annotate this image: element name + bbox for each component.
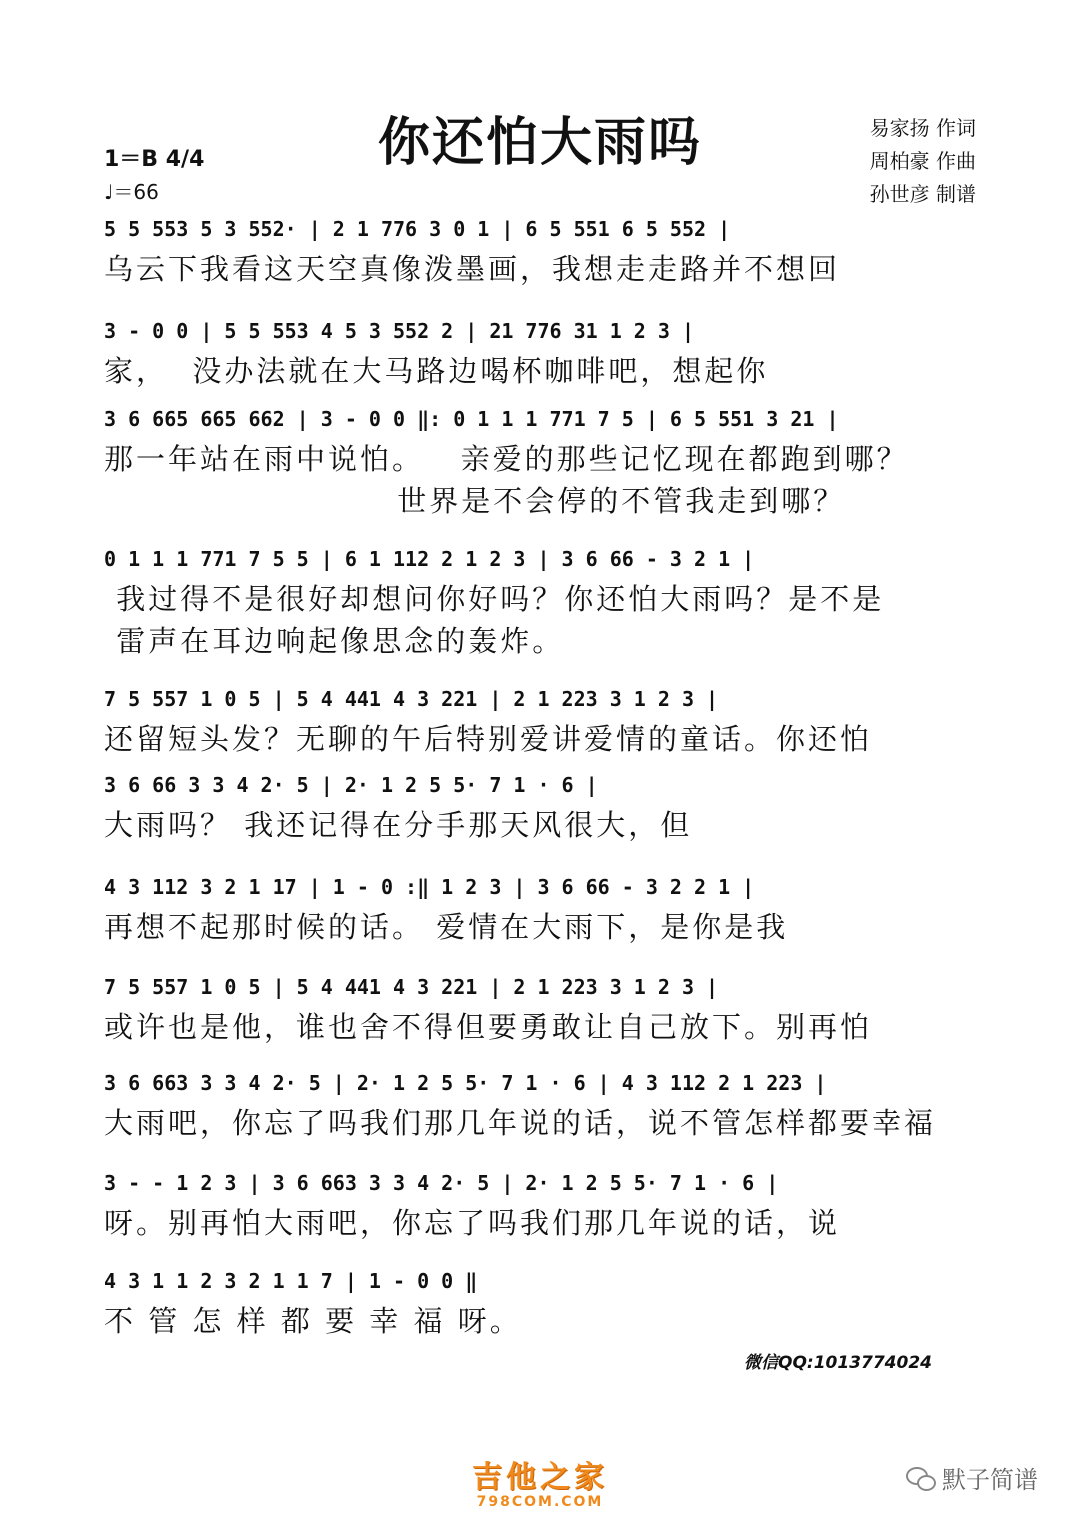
score-system-4 [104,540,978,662]
key-signature: 1＝B 4/4 [104,147,205,172]
score-system-9 [104,1064,978,1144]
lyric-line: 还留短头发？无聊的午后特别爱讲爱情的童话。你还怕 [104,722,873,756]
lyric-line: 或许也是他，谁也舍不得但要勇敢让自己放下。别再怕 [104,1010,873,1044]
notation-line: 4 3 1 1 2 3 2 1 1 7 | 1 - 0 0 ‖ [104,1269,478,1293]
credits [870,112,976,211]
lyric-line: 不 管 怎 样 都 要 幸 福 呀。 [104,1304,522,1338]
lyric-line-verse-2: 世界是不会停的不管我走到哪？ [104,484,846,518]
lyric-line: 再想不起那时候的话。 爱情在大雨下，是你是我 [104,910,789,944]
lyric-line: 家， 没办法就在大马路边喝杯咖啡吧，想起你 [104,354,769,388]
logo-main-text: 吉他之家 [472,1460,608,1495]
score-system-6 [104,766,978,846]
contact-text: 微信QQ:1013774024 [744,1353,932,1373]
tempo-marking: ♩＝66 [104,180,159,204]
score-system-2 [104,312,978,392]
score-system-3 [104,400,978,522]
notation-line: 3 - 0 0 | 5 5 553 4 5 3 552 2 | 21 776 31 1 2 3 | [104,319,695,343]
lyric-line: 那一年站在雨中说怕。 亲爱的那些记忆现在都跑到哪？ [104,442,909,476]
lyric-line: 我过得不是很好却想问你好吗？你还怕大雨吗？是不是 [104,582,885,616]
brand-name: 默子简谱 [942,1466,1038,1494]
brand-watermark [906,1460,1038,1495]
score-system-8 [104,968,978,1048]
notation-line: 3 - - 1 2 3 | 3 6 663 3 3 4 2· 5 | 2· 1 2 5 5· 7 1 · 6 | [104,1171,779,1195]
notation-line: 4 3 112 3 2 1 17 | 1 - 0 :‖ 1 2 3 | 3 6 66 - 3 2 2 1 | [104,875,755,899]
lyric-line-verse-2: 雷声在耳边响起像思念的轰炸。 [104,624,565,658]
notation-line: 5 5 553 5 3 552· | 2 1 776 3 0 1 | 6 5 551 6 5 552 | [104,217,731,241]
composer: 周柏豪 作曲 [869,149,976,173]
score-system-7 [104,868,978,948]
lyricist: 易家扬 作词 [869,116,976,140]
score-system-11 [104,1262,978,1342]
notation-line: 3 6 663 3 3 4 2· 5 | 2· 1 2 5 5· 7 1 · 6 | 4 3 112 2 1 223 | [104,1071,827,1095]
notation-line: 3 6 66 3 3 4 2· 5 | 2· 1 2 5 5· 7 1 · 6 | [104,773,598,797]
song-title: 你还怕大雨吗 [377,112,702,173]
notation-line: 7 5 557 1 0 5 | 5 4 441 4 3 221 | 2 1 223 3 1 2 3 | [104,687,719,711]
score-system-1 [104,210,978,290]
notation-line: 0 1 1 1 771 7 5 5 | 6 1 112 2 1 2 3 | 3 6 66 - 3 2 1 | [104,547,755,571]
site-logo [420,1452,660,1510]
lyric-line: 乌云下我看这天空真像泼墨画，我想走走路并不想回 [104,252,841,286]
arranger: 孙世彦 制谱 [869,182,976,206]
lyric-line: 大雨吗？ 我还记得在分手那天风很大，但 [104,808,693,842]
lyric-line: 呀。别再怕大雨吧，你忘了吗我们那几年说的话，说 [104,1206,841,1240]
lyric-line: 大雨吧，你忘了吗我们那几年说的话，说不管怎样都要幸福 [104,1106,937,1140]
notation-line: 7 5 557 1 0 5 | 5 4 441 4 3 221 | 2 1 223 3 1 2 3 | [104,975,719,999]
notation-line: 3 6 665 665 662 | 3 - 0 0 ‖: 0 1 1 1 771 7 5 | 6 5 551 3 21 | [104,407,839,431]
score-system-10 [104,1164,978,1244]
logo-sub-text: 798COM.COM [476,1494,604,1510]
wechat-icon [906,1465,936,1491]
score-system-5 [104,680,978,760]
